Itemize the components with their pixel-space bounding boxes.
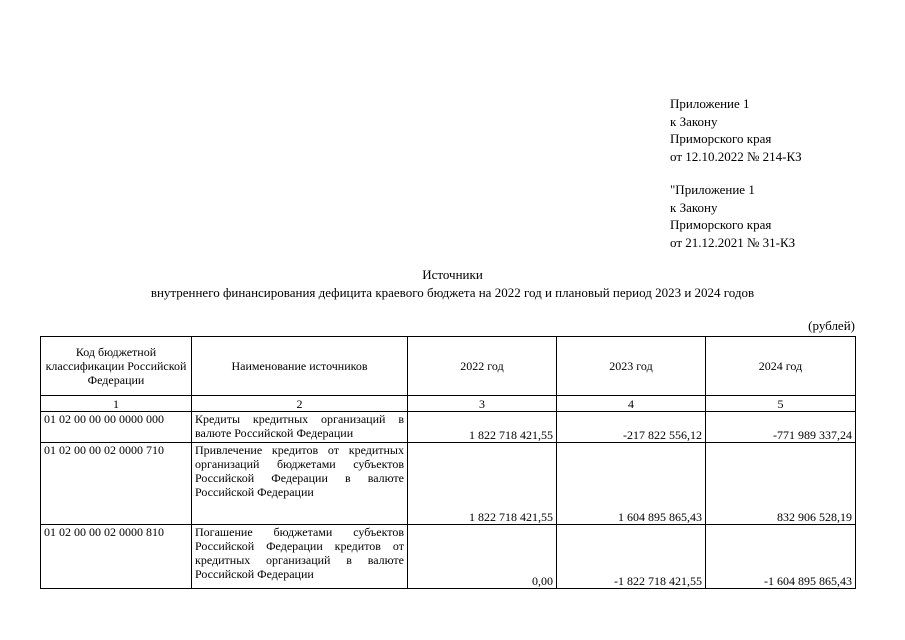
appendix-line: Приморского края <box>670 131 772 146</box>
row-value-2022: 1 822 718 421,55 <box>408 443 557 525</box>
row-value-2023: -1 822 718 421,55 <box>557 525 706 589</box>
row-value-2024: -771 989 337,24 <box>706 412 856 443</box>
appendix-line: к Закону <box>670 199 718 215</box>
table-row <box>41 412 856 443</box>
appendix-line: к Закону <box>670 113 718 129</box>
row-name: Кредиты кредитных организаций в валюте Российской Федерации <box>192 412 408 443</box>
row-code: 01 02 00 00 02 0000 710 <box>41 443 192 525</box>
row-name: Привлечение кредитов от кредитных организаций бюджетами субъектов Российской Федерации в валюте Российской Федерации <box>192 443 408 525</box>
appendix-line: Приложение 1 <box>670 96 750 111</box>
row-value-2023: 1 604 895 865,43 <box>557 443 706 525</box>
column-number: 1 <box>41 396 192 412</box>
row-value-2024: -1 604 895 865,43 <box>706 525 856 589</box>
table-row <box>41 443 856 525</box>
header-code: Код бюджетной классификации Российской Федерации <box>41 337 192 396</box>
title-line-2: внутреннего финансирования дефицита краевого бюджета на 2022 год и плановый период 2023 и 2024 годов <box>150 284 755 300</box>
units-label: (рублей) <box>808 318 855 333</box>
row-value-2023: -217 822 556,12 <box>557 412 706 443</box>
appendix-line: "Приложение 1 <box>670 182 755 197</box>
row-code: 01 02 00 00 00 0000 000 <box>41 412 192 443</box>
column-number-row <box>41 396 856 412</box>
document-title <box>0 266 905 301</box>
title-line-1: Источники <box>422 267 483 282</box>
header-name: Наименование источников <box>192 337 408 396</box>
header-2024: 2024 год <box>706 337 856 396</box>
column-number: 5 <box>706 396 856 412</box>
table-header-row <box>41 337 856 396</box>
appendix-original-header <box>670 181 795 251</box>
row-code: 01 02 00 00 02 0000 810 <box>41 525 192 589</box>
row-name: Погашение бюджетами субъектов Российской Федерации кредитов от кредитных организаций в валюте Российской Федерации <box>192 525 408 589</box>
appendix-current-header <box>670 95 802 165</box>
row-value-2022: 1 822 718 421,55 <box>408 412 557 443</box>
row-value-2022: 0,00 <box>408 525 557 589</box>
column-number: 4 <box>557 396 706 412</box>
table-row <box>41 525 856 589</box>
appendix-line: Приморского края <box>670 217 772 232</box>
column-number: 2 <box>192 396 408 412</box>
appendix-line: от 21.12.2021 № 31-КЗ <box>670 234 796 250</box>
row-value-2024: 832 906 528,19 <box>706 443 856 525</box>
financing-sources-table <box>40 336 856 589</box>
column-number: 3 <box>408 396 557 412</box>
header-2022: 2022 год <box>408 337 557 396</box>
header-2023: 2023 год <box>557 337 706 396</box>
appendix-line: от 12.10.2022 № 214-КЗ <box>670 148 802 164</box>
